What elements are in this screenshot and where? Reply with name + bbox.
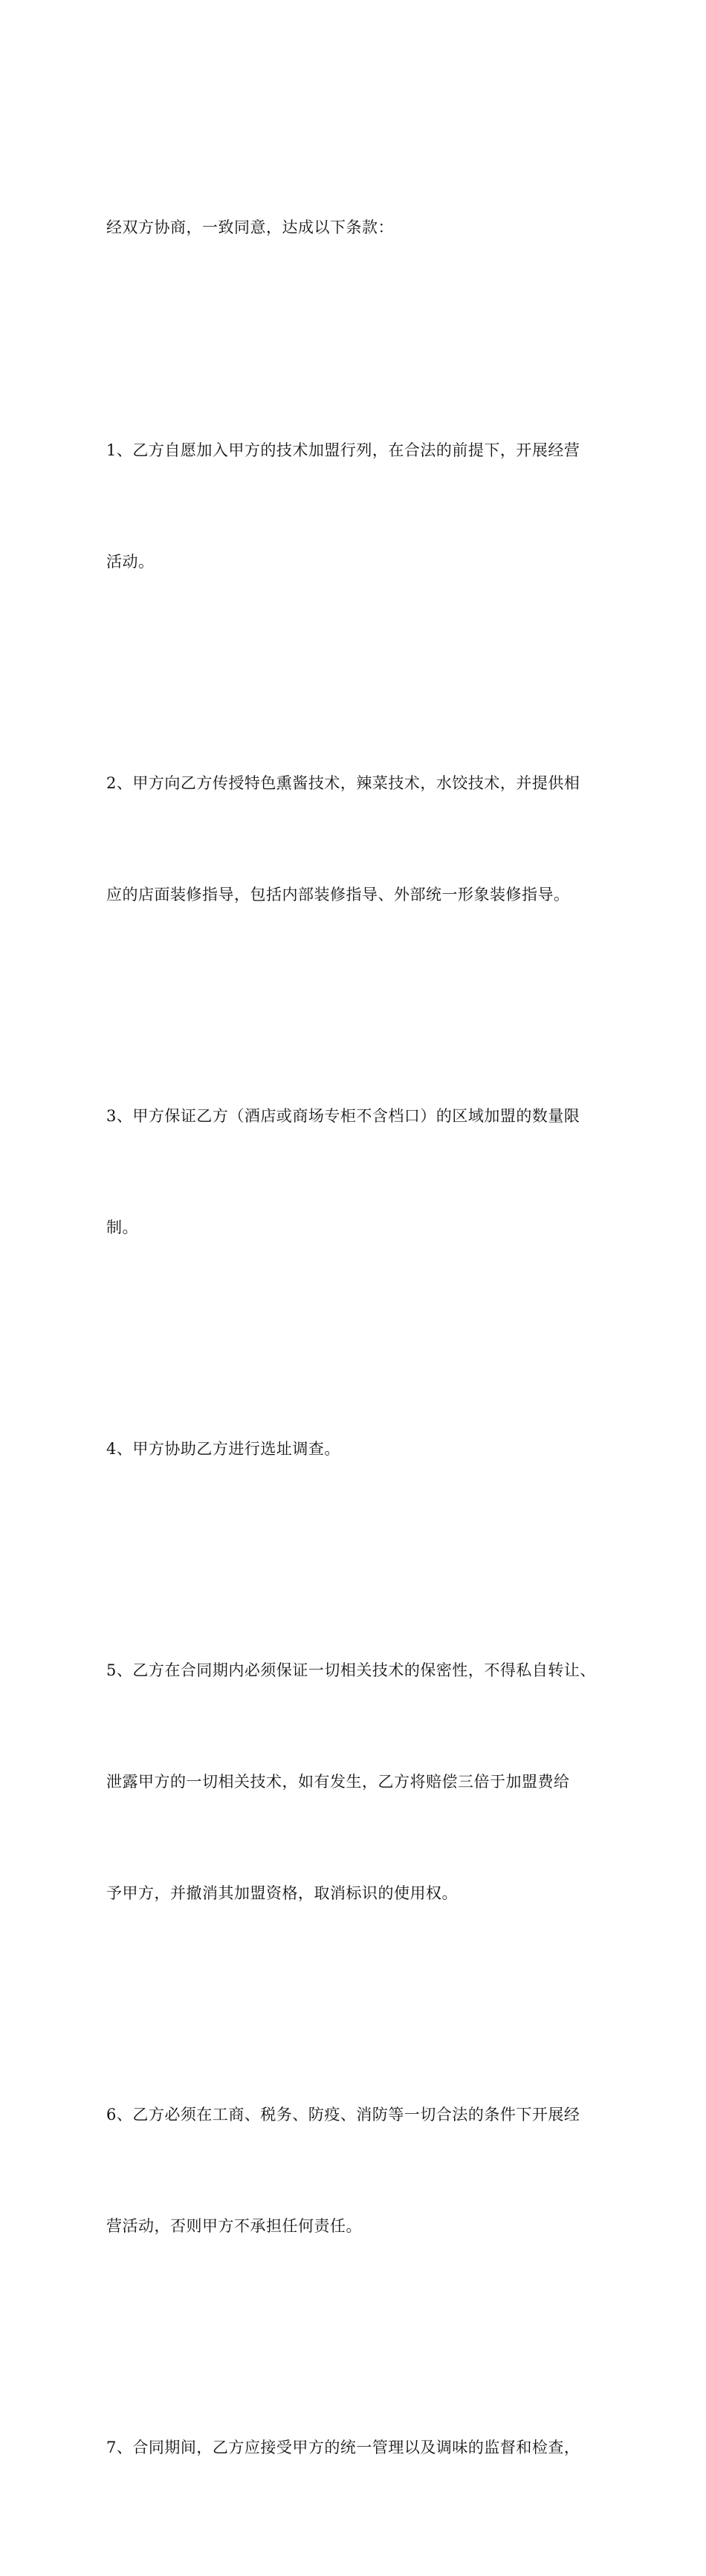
paragraph-line: 5、乙方在合同期内必须保证一切相关技术的保密性，不得私自转让、	[106, 1661, 596, 1679]
paragraph-line: 予甲方，并撤消其加盟资格，取消标识的使用权。	[106, 1884, 458, 1902]
paragraph-line: 6、乙方必须在工商、税务、防疫、消防等一切合法的条件下开展经	[106, 2106, 580, 2124]
paragraph-line: 4、甲方协助乙方进行选址调查。	[106, 1440, 340, 1458]
clause-3	[106, 1023, 604, 1320]
paragraph-line: 7、合同期间，乙方应接受甲方的统一管理以及调味的监督和检查，	[106, 2439, 580, 2456]
paragraph-line: 营活动，否则甲方不承担任何责任。	[106, 2217, 362, 2235]
paragraph-line: 活动。	[106, 553, 155, 571]
paragraph-line: 3、甲方保证乙方（酒店或商场专柜不含档口）的区域加盟的数量限	[106, 1107, 580, 1125]
paragraph-line: 泄露甲方的一切相关技术，如有发生，乙方将赔偿三倍于加盟费给	[106, 1773, 570, 1791]
paragraph-line: 2、甲方向乙方传授特色熏酱技术，辣菜技术，水饺技术，并提供相	[106, 774, 580, 792]
clause-1	[106, 357, 604, 655]
clause-7	[106, 2355, 604, 2540]
paragraph-line: 应的店面装修指导，包括内部装修指导、外部统一形象装修指导。	[106, 886, 570, 903]
paragraph-line: 1、乙方自愿加入甲方的技术加盟行列，在合法的前提下，开展经营	[106, 441, 580, 459]
clause-5	[106, 1577, 604, 1986]
clause-6	[106, 2022, 604, 2319]
paragraph-line: 制。	[106, 1219, 138, 1236]
paragraph-line: 经双方协商，一致同意，达成以下条款：	[106, 218, 394, 236]
clause-4	[106, 1356, 604, 1542]
paragraph-intro	[106, 134, 604, 320]
clause-2	[106, 690, 604, 987]
document-body	[106, 134, 604, 2576]
